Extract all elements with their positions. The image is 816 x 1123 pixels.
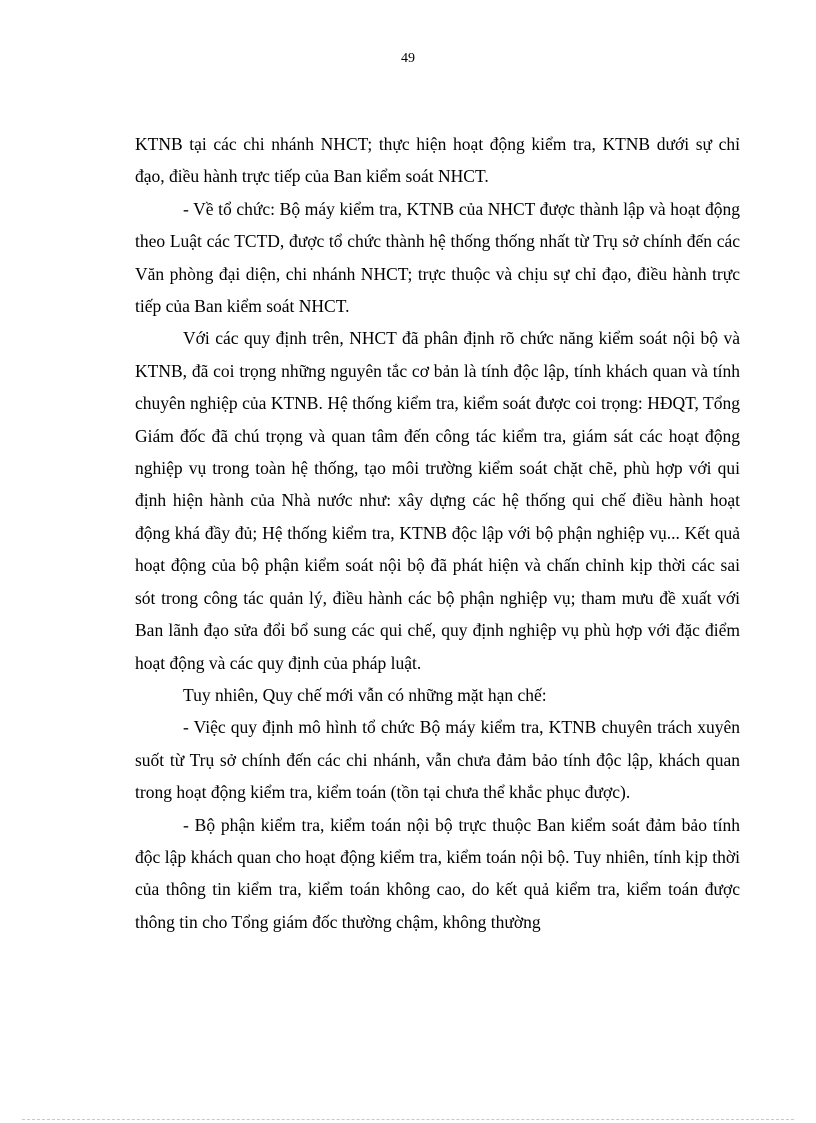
paragraph-continuation: KTNB tại các chi nhánh NHCT; thực hiện hoạt động kiểm tra, KTNB dưới sự chỉ đạo, điều hành trực tiếp của Ban kiểm soát NHCT. bbox=[135, 134, 740, 187]
paragraph-limitation-timeliness: - Bộ phận kiểm tra, kiểm toán nội bộ trực thuộc Ban kiểm soát đảm bảo tính độc lập khách quan cho hoạt động kiểm tra, kiểm toán nội bộ. Tuy nhiên, tính kịp thời của thông tin kiểm tra, kiểm toán không cao, do kết quả kiểm tra, kiểm toán được thông tin cho Tổng giám đốc thường chậm, không thường bbox=[135, 814, 740, 932]
paragraph-limitations-intro: Tuy nhiên, Quy chế mới vẫn có những mặt hạn chế: bbox=[183, 684, 547, 705]
paragraph-assessment: Với các quy định trên, NHCT đã phân định rõ chức năng kiểm soát nội bộ và KTNB, đã coi trọng những nguyên tắc cơ bản là tính độc lập, tính khách quan và tính chuyên nghiệp của KTNB. Hệ thống kiểm tra, kiểm soát được coi trọng: HĐQT, Tổng Giám đốc đã chú trọng và quan tâm đến công tác kiểm tra, giám sát các hoạt động nghiệp vụ trong toàn hệ thống, tạo môi trường kiểm soát chặt chẽ, phù hợp với qui định hiện hành của Nhà nước như: xây dựng các hệ thống qui chế điều hành hoạt động khá đầy đủ; Hệ thống kiểm tra, KTNB độc lập với bộ phận nghiệp vụ... Kết quả hoạt động của bộ phận kiểm soát nội bộ đã phát hiện và chấn chỉnh kịp thời các sai sót trong công tác quản lý, điều hành các bộ phận nghiệp vụ; tham mưu đề xuất với Ban lãnh đạo sửa đổi bổ sung các qui chế, quy định nghiệp vụ phù hợp với đặc điểm hoạt động và các quy định của pháp luật. bbox=[135, 328, 740, 673]
page-bottom-divider bbox=[22, 1119, 794, 1120]
paragraph-organization: - Về tổ chức: Bộ máy kiểm tra, KTNB của NHCT được thành lập và hoạt động theo Luật các TCTD, được tổ chức thành hệ thống thống nhất từ Trụ sở chính đến các Văn phòng đại diện, chi nhánh NHCT; trực thuộc và chịu sự chỉ đạo, điều hành trực tiếp của Ban kiểm soát NHCT. bbox=[135, 198, 740, 317]
document-body bbox=[135, 128, 740, 938]
paragraph-limitation-model: - Việc quy định mô hình tổ chức Bộ máy kiểm tra, KTNB chuyên trách xuyên suốt từ Trụ sở chính đến các chi nhánh, vẫn chưa đảm bảo tính độc lập, khách quan trong hoạt động kiểm tra, kiểm toán (tồn tại chưa thể khắc phục được). bbox=[135, 717, 740, 803]
page-number: 49 bbox=[401, 51, 415, 66]
